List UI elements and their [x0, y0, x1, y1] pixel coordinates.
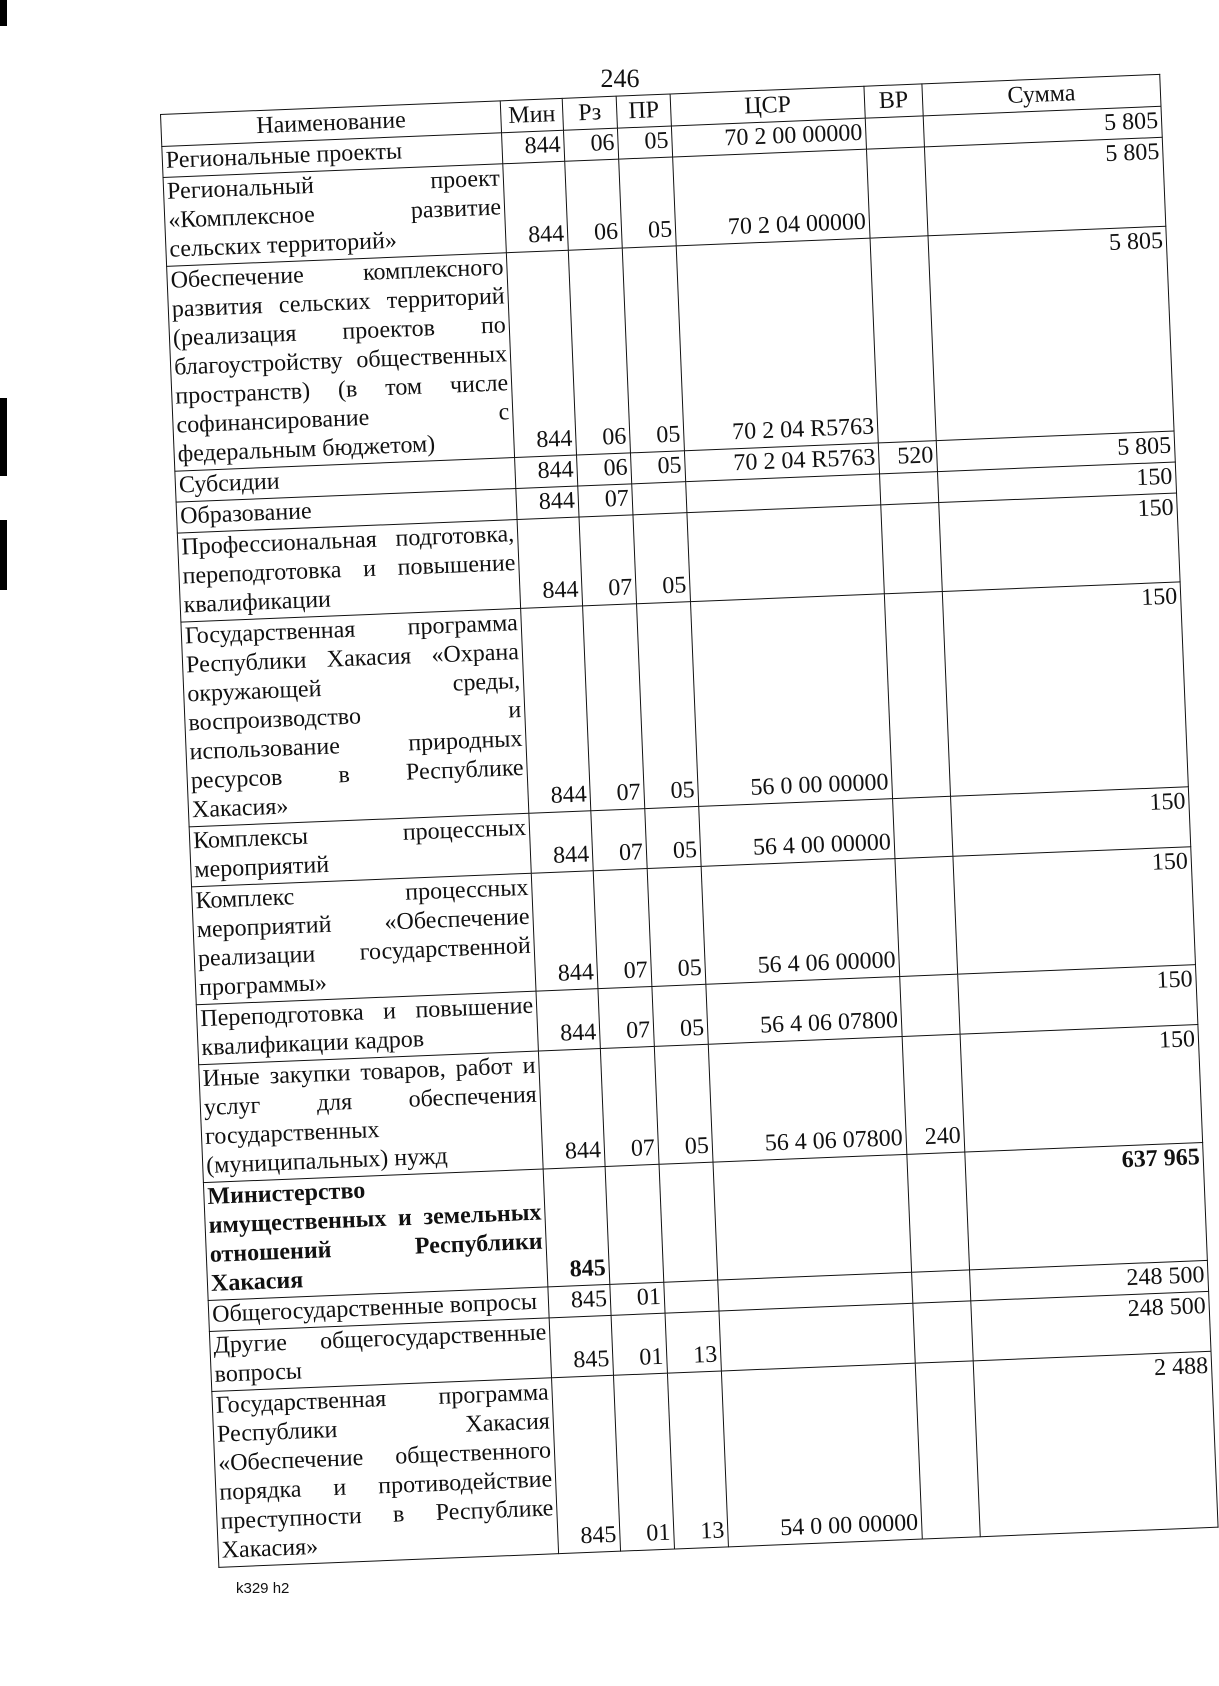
cell-pr: 05	[654, 1044, 713, 1164]
scan-edge-mark	[0, 398, 7, 476]
cell-pr: 13	[667, 1371, 728, 1549]
scan-edge-mark	[0, 0, 7, 26]
cell-sum: 5 805	[924, 137, 1165, 235]
cell-rz: 06	[577, 453, 632, 486]
cell-csr	[713, 1154, 912, 1280]
cell-vr	[913, 1301, 973, 1363]
cell-pr: 05	[633, 513, 691, 604]
table-row	[181, 582, 1188, 827]
cell-rz: 07	[593, 869, 652, 989]
cell-sum: 150	[937, 462, 1176, 503]
cell-name: Другие общегосударственные вопросы	[209, 1318, 551, 1392]
cell-pr: 05	[637, 602, 699, 809]
cell-csr: 56 4 06 07800	[706, 977, 902, 1045]
header-rz: Рз	[562, 96, 617, 130]
cell-sum: 150	[958, 965, 1198, 1035]
cell-rz	[605, 1164, 664, 1284]
header-sum: Сумма	[922, 74, 1161, 116]
cell-name: Общегосударственные вопросы	[208, 1287, 549, 1332]
cell-rz: 06	[563, 128, 618, 161]
cell-pr: 05	[622, 246, 684, 453]
cell-vr	[866, 147, 928, 238]
cell-min: 844	[506, 250, 576, 457]
cell-name: Комплекс процессных мероприятий «Обеспечение реализации государственной программы»	[192, 873, 536, 1005]
cell-min: 844	[502, 130, 565, 163]
cell-rz: 01	[613, 1373, 674, 1551]
cell-name: Региональные проекты	[162, 133, 503, 178]
cell-rz: 07	[591, 809, 647, 871]
cell-pr: 05	[630, 451, 685, 484]
cell-min: 845	[543, 1166, 610, 1286]
cell-csr: 56 4 06 07800	[708, 1036, 907, 1162]
cell-csr: 56 0 00 00000	[690, 594, 892, 807]
cell-csr: 70 2 04 R5763	[676, 238, 878, 451]
cell-pr: 05	[617, 126, 672, 159]
cell-min: 844	[517, 517, 583, 608]
cell-pr	[632, 482, 687, 515]
cell-pr	[659, 1162, 718, 1282]
cell-rz: 07	[578, 484, 633, 517]
header-min: Мин	[500, 98, 563, 132]
scan-edge-mark	[0, 520, 7, 590]
cell-csr: 70 2 00 00000	[671, 118, 866, 157]
cell-vr	[880, 472, 939, 505]
cell-vr	[893, 796, 953, 858]
cell-vr	[884, 591, 950, 798]
cell-rz: 06	[568, 248, 630, 455]
cell-name: Государственная программа Республики Хакасия «Охрана окружающей среды, воспроизводство и использование природных ресурсов в Республике Хакасия»	[181, 608, 529, 826]
cell-vr	[915, 1361, 980, 1539]
cell-vr: 240	[902, 1034, 965, 1154]
cell-vr	[881, 503, 943, 594]
page-number: 246	[600, 64, 640, 93]
cell-vr	[895, 856, 958, 976]
cell-sum: 150	[951, 787, 1191, 857]
cell-sum: 150	[960, 1025, 1203, 1152]
cell-min: 844	[529, 811, 593, 873]
cell-min: 845	[552, 1375, 621, 1553]
cell-csr: 54 0 00 00000	[721, 1363, 922, 1547]
header-csr: ЦСР	[670, 86, 865, 126]
cell-vr: 520	[878, 441, 937, 474]
cell-name: Субсидии	[175, 458, 516, 503]
cell-name: Образование	[176, 489, 517, 534]
cell-csr: 70 2 04 00000	[673, 149, 870, 246]
cell-min: 844	[503, 161, 569, 252]
cell-min: 844	[515, 455, 578, 488]
table-body	[162, 106, 1218, 1567]
cell-sum: 5 805	[936, 431, 1175, 472]
cell-min: 844	[538, 1049, 605, 1169]
cell-name: Переподготовка и повышение квалификации кадров	[196, 991, 538, 1065]
cell-vr	[912, 1270, 971, 1303]
cell-rz: 07	[583, 604, 645, 811]
cell-rz: 01	[610, 1282, 665, 1315]
cell-sum: 150	[939, 493, 1180, 591]
cell-pr: 13	[665, 1311, 721, 1373]
cell-vr	[900, 974, 960, 1036]
cell-rz: 07	[579, 515, 637, 606]
cell-name: Государственная программа Республики Хакасия «Обеспечение общественного порядка и противодействие преступности в Республике Хакасия»	[212, 1378, 559, 1568]
budget-table	[160, 74, 1219, 1568]
cell-name: Региональный проект «Комплексное развитие сельских территорий»	[163, 164, 506, 267]
cell-min: 845	[548, 1284, 611, 1317]
cell-min: 844	[521, 606, 591, 813]
cell-vr	[907, 1152, 970, 1272]
cell-sum: 248 500	[970, 1260, 1209, 1301]
cell-vr	[865, 116, 924, 149]
cell-pr	[664, 1280, 719, 1313]
cell-sum: 150	[953, 847, 1196, 974]
cell-pr: 05	[645, 806, 701, 868]
cell-csr: 70 2 04 R5763	[684, 443, 879, 482]
cell-name: Комплексы процессных мероприятий	[189, 813, 531, 887]
cell-min: 844	[516, 486, 579, 519]
cell-name: Министерство имущественных и земельных отношений Республики Хакасия	[203, 1169, 547, 1301]
header-vr: ВР	[864, 84, 923, 118]
cell-sum: 5 805	[923, 106, 1162, 147]
cell-pr: 05	[619, 157, 677, 248]
cell-csr: 56 4 06 00000	[701, 859, 900, 985]
cell-sum: 2 488	[973, 1351, 1218, 1536]
cell-name: Иные закупки товаров, работ и услуг для обеспечения государственных (муниципальных) нужд	[199, 1051, 543, 1183]
cell-rz: 07	[598, 986, 654, 1048]
header-pr: ПР	[616, 94, 671, 128]
cell-min: 844	[536, 989, 600, 1051]
table-row	[167, 226, 1174, 471]
cell-name: Обеспечение комплексного развития сельских территорий (реализация проектов по благоустройству общественных пространств) (в том числе софинансирование с федеральным бюджетом)	[167, 253, 515, 471]
cell-csr	[719, 1303, 915, 1371]
cell-sum: 5 805	[928, 226, 1174, 440]
cell-sum: 248 500	[971, 1291, 1211, 1361]
cell-rz: 07	[600, 1046, 659, 1166]
cell-pr: 05	[652, 984, 708, 1046]
cell-csr: 56 4 00 00000	[699, 799, 895, 867]
cell-csr	[687, 505, 884, 602]
cell-vr	[870, 236, 936, 443]
cell-min: 844	[531, 871, 598, 991]
footer-code: k329 h2	[236, 1580, 290, 1597]
cell-rz: 06	[565, 159, 623, 250]
cell-pr: 05	[647, 866, 706, 986]
cell-min: 845	[549, 1315, 613, 1377]
cell-sum: 150	[942, 582, 1188, 796]
cell-rz: 01	[611, 1313, 667, 1375]
header-name: Наименование	[161, 101, 502, 147]
cell-name: Профессиональная подготовка, переподготовка и повышение квалификации	[177, 519, 520, 622]
cell-sum: 637 965	[965, 1142, 1208, 1269]
